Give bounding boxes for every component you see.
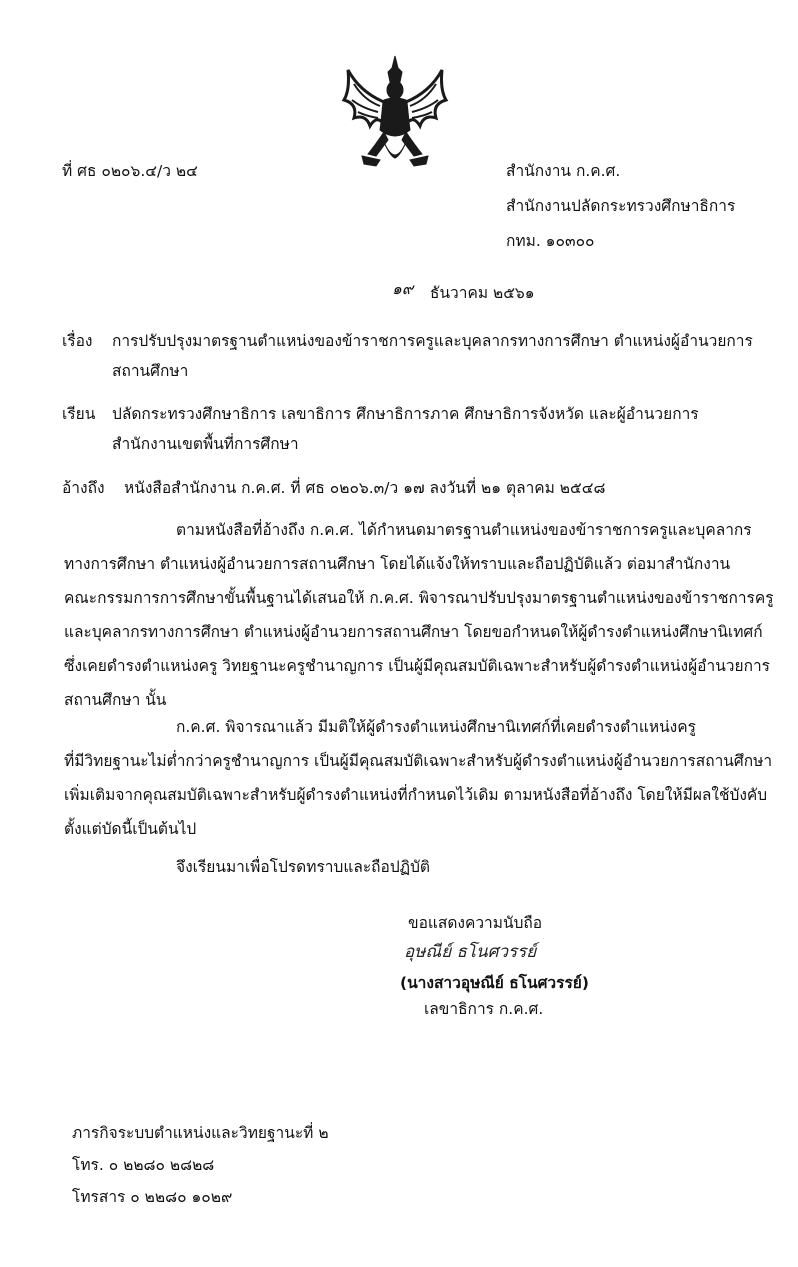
body-paragraph-2 (64, 710, 772, 846)
date-day-handwritten: ๑๙ (392, 280, 414, 298)
footer-phone: โทร. ๐ ๒๒๘๐ ๒๘๒๘ (72, 1156, 215, 1174)
office-department: สำนักงานปลัดกระทรวงศึกษาธิการ (506, 197, 736, 215)
paragraph-line: ก.ค.ศ. พิจารณาแล้ว มีมติให้ผู้ดำรงตำแหน่งศึกษานิเทศก์ที่เคยดำรงตำแหน่งครู (176, 718, 696, 736)
reference-label: อ้างถึง (62, 479, 105, 497)
paragraph-line: ตั้งแต่บัดนี้เป็นต้นไป (64, 820, 197, 838)
addressee-line-1: ปลัดกระทรวงศึกษาธิการ เลขาธิการ ศึกษาธิการภาค ศึกษาธิการจังหวัด และผู้อำนวยการ (112, 405, 699, 423)
paragraph-line: และบุคลากรทางการศึกษา ตำแหน่งผู้อำนวยการสถานศึกษา โดยขอกำหนดให้ผู้ดำรงตำแหน่งศึกษานิเทศก์ (64, 623, 763, 641)
handwritten-signature: อุษณีย์ ธโนศวรรย์ (404, 942, 537, 962)
signatory-name: (นางสาวอุษณีย์ ธโนศวรรย์) (400, 974, 589, 992)
closing-request: จึงเรียนมาเพื่อโปรดทราบและถือปฏิบัติ (176, 858, 430, 876)
subject-line-1: การปรับปรุงมาตรฐานตำแหน่งของข้าราชการครูและบุคลากรทางการศึกษา ตำแหน่งผู้อำนวยการ (112, 332, 753, 350)
subject-label: เรื่อง (62, 332, 93, 350)
closing-salutation: ขอแสดงความนับถือ (408, 914, 543, 932)
paragraph-line: ตามหนังสือที่อ้างถึง ก.ค.ศ. ได้กำหนดมาตรฐานตำแหน่งของข้าราชการครูและบุคลากร (176, 521, 752, 539)
office-postal: กทม. ๑๐๓๐๐ (506, 232, 595, 250)
reference-number: ที่ ศธ ๐๒๐๖.๔/ว ๒๔ (62, 162, 198, 180)
reference-text: หนังสือสำนักงาน ก.ค.ศ. ที่ ศธ ๐๒๐๖.๓/ว ๑๗ ลงวันที่ ๒๑ ตุลาคม ๒๕๔๘ (124, 479, 606, 497)
body-paragraph-1 (64, 513, 774, 717)
office-name: สำนักงาน ก.ค.ศ. (506, 162, 621, 180)
addressee-label: เรียน (62, 405, 96, 423)
garuda-emblem (340, 52, 450, 170)
footer-fax: โทรสาร ๐ ๒๒๘๐ ๑๐๒๙ (72, 1188, 233, 1206)
paragraph-line: ทางการศึกษา ตำแหน่งผู้อำนวยการสถานศึกษา โดยได้แจ้งให้ทราบและถือปฏิบัติแล้ว ต่อมาสำนักงาน (64, 555, 731, 573)
paragraph-line: เพิ่มเติมจากคุณสมบัติเฉพาะสำหรับผู้ดำรงตำแหน่งที่กำหนดไว้เดิม ตามหนังสือที่อ้างถึง โดยให้มีผลใช้บังคับ (64, 786, 768, 804)
paragraph-line: ที่มีวิทยฐานะไม่ต่ำกว่าครูชำนาญการ เป็นผู้มีคุณสมบัติเฉพาะสำหรับผู้ดำรงตำแหน่งผู้อำนวยการสถานศึกษา (64, 752, 773, 770)
paragraph-line: ซึ่งเคยดำรงตำแหน่งครู วิทยฐานะครูชำนาญการ เป็นผู้มีคุณสมบัติเฉพาะสำหรับผู้ดำรงตำแหน่งผู้อำนวยการ (64, 657, 770, 675)
addressee-line-2: สำนักงานเขตพื้นที่การศึกษา (112, 435, 299, 453)
signatory-title: เลขาธิการ ก.ค.ศ. (424, 1000, 544, 1018)
date-month-year: ธันวาคม ๒๕๖๑ (430, 284, 535, 302)
paragraph-line: สถานศึกษา นั้น (64, 691, 167, 709)
footer-department: ภารกิจระบบตำแหน่งและวิทยฐานะที่ ๒ (72, 1124, 329, 1142)
paragraph-line: คณะกรรมการการศึกษาขั้นพื้นฐานได้เสนอให้ ก.ค.ศ. พิจารณาปรับปรุงมาตรฐานตำแหน่งของข้าราชการครู (64, 589, 774, 607)
subject-line-2: สถานศึกษา (112, 362, 189, 380)
